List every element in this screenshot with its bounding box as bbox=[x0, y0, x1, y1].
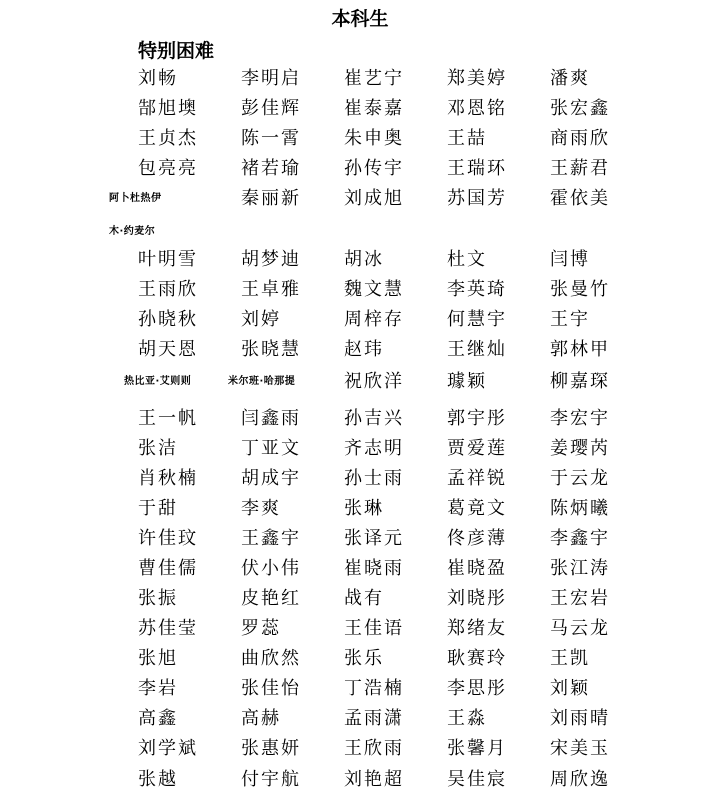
student-name: 张江涛 bbox=[550, 558, 610, 579]
student-name: 吴佳宸 bbox=[447, 769, 507, 790]
student-name: 王卓雅 bbox=[241, 279, 301, 300]
name-row bbox=[0, 338, 720, 368]
student-name: 彭佳辉 bbox=[241, 98, 301, 119]
name-row bbox=[0, 707, 720, 737]
student-name: 孟祥锐 bbox=[447, 468, 507, 489]
student-name: 王继灿 bbox=[447, 339, 507, 360]
student-name: 郭林甲 bbox=[550, 339, 610, 360]
student-name: 曲欣然 bbox=[241, 648, 301, 669]
student-name: 阿卜杜热伊 bbox=[109, 193, 162, 204]
student-name: 刘艳超 bbox=[344, 769, 404, 790]
name-row bbox=[0, 647, 720, 677]
student-name: 王喆 bbox=[447, 128, 487, 149]
student-name: 陈炳曦 bbox=[550, 498, 610, 519]
student-name: 李鑫宇 bbox=[550, 528, 610, 549]
student-name: 张越 bbox=[138, 769, 178, 790]
student-name: 苏佳莹 bbox=[138, 618, 198, 639]
name-row bbox=[0, 497, 720, 527]
student-name: 王欣雨 bbox=[344, 738, 404, 759]
student-name: 刘学斌 bbox=[138, 738, 198, 759]
student-name: 赵玮 bbox=[344, 339, 384, 360]
student-name: 刘成旭 bbox=[344, 188, 404, 209]
page-title: 本科生 bbox=[331, 8, 389, 30]
name-row bbox=[0, 677, 720, 707]
student-name: 张惠妍 bbox=[241, 738, 301, 759]
name-row bbox=[0, 437, 720, 467]
student-name: 张宏鑫 bbox=[550, 98, 610, 119]
student-name: 胡成宇 bbox=[241, 468, 301, 489]
name-row bbox=[0, 187, 720, 217]
name-row bbox=[0, 527, 720, 557]
student-name: 张晓慧 bbox=[241, 339, 301, 360]
name-row bbox=[0, 617, 720, 647]
name-row bbox=[0, 557, 720, 587]
student-name: 孙士雨 bbox=[344, 468, 404, 489]
student-name: 马云龙 bbox=[550, 618, 610, 639]
student-name: 周欣逸 bbox=[550, 769, 610, 790]
student-name: 张振 bbox=[138, 588, 178, 609]
student-name: 姜璎芮 bbox=[550, 438, 610, 459]
student-name: 李英琦 bbox=[447, 279, 507, 300]
name-row bbox=[0, 220, 720, 250]
student-name: 米尔班·哈那提 bbox=[228, 376, 296, 387]
student-name: 柳嘉琛 bbox=[550, 371, 610, 392]
student-name: 周梓存 bbox=[344, 309, 404, 330]
student-name: 李宏宇 bbox=[550, 408, 610, 429]
student-name: 闫鑫雨 bbox=[241, 408, 301, 429]
student-name: 付宇航 bbox=[241, 769, 301, 790]
student-name: 罗蕊 bbox=[241, 618, 281, 639]
student-name: 苏国芳 bbox=[447, 188, 507, 209]
student-name: 褚若瑜 bbox=[241, 158, 301, 179]
student-name: 郑绪友 bbox=[447, 618, 507, 639]
student-name: 包亮亮 bbox=[138, 158, 198, 179]
student-name: 王宏岩 bbox=[550, 588, 610, 609]
student-name: 邓恩铭 bbox=[447, 98, 507, 119]
name-row bbox=[0, 97, 720, 127]
student-name: 木·约麦尔 bbox=[109, 226, 156, 237]
student-name: 刘婷 bbox=[241, 309, 281, 330]
student-name: 郑美婷 bbox=[447, 68, 507, 89]
student-name: 王凯 bbox=[550, 648, 590, 669]
student-name: 璩颖 bbox=[447, 371, 487, 392]
student-name: 王一帆 bbox=[138, 408, 198, 429]
name-row bbox=[0, 768, 720, 798]
student-name: 刘颖 bbox=[550, 678, 590, 699]
section-title: 特别困难 bbox=[138, 40, 215, 62]
student-name: 王薪君 bbox=[550, 158, 610, 179]
student-name: 高鑫 bbox=[138, 708, 178, 729]
student-name: 胡冰 bbox=[344, 249, 384, 270]
student-name: 李爽 bbox=[241, 498, 281, 519]
student-name: 丁浩楠 bbox=[344, 678, 404, 699]
student-name: 孟雨潇 bbox=[344, 708, 404, 729]
student-name: 张曼竹 bbox=[550, 279, 610, 300]
student-name: 高赫 bbox=[241, 708, 281, 729]
student-name: 崔泰嘉 bbox=[344, 98, 404, 119]
student-name: 刘晓彤 bbox=[447, 588, 507, 609]
student-name: 张旭 bbox=[138, 648, 178, 669]
student-name: 曹佳儒 bbox=[138, 558, 198, 579]
name-row bbox=[0, 278, 720, 308]
name-row bbox=[0, 587, 720, 617]
student-name: 王雨欣 bbox=[138, 279, 198, 300]
student-name: 何慧宇 bbox=[447, 309, 507, 330]
student-name: 于云龙 bbox=[550, 468, 610, 489]
student-name: 于甜 bbox=[138, 498, 178, 519]
student-name: 霍依美 bbox=[550, 188, 610, 209]
student-name: 王宇 bbox=[550, 309, 590, 330]
name-row bbox=[0, 127, 720, 157]
student-name: 杜文 bbox=[447, 249, 487, 270]
student-name: 战有 bbox=[344, 588, 384, 609]
student-name: 孙传宇 bbox=[344, 158, 404, 179]
student-name: 魏文慧 bbox=[344, 279, 404, 300]
name-row bbox=[0, 308, 720, 338]
name-row bbox=[0, 67, 720, 97]
student-name: 王淼 bbox=[447, 708, 487, 729]
student-name: 郭宇彤 bbox=[447, 408, 507, 429]
student-name: 耿赛玲 bbox=[447, 648, 507, 669]
student-name: 许佳玟 bbox=[138, 528, 198, 549]
student-name: 商雨欣 bbox=[550, 128, 610, 149]
student-name: 祝欣洋 bbox=[344, 371, 404, 392]
name-row bbox=[0, 737, 720, 767]
student-name: 葛竟文 bbox=[447, 498, 507, 519]
student-name: 热比亚·艾则则 bbox=[124, 376, 192, 387]
name-row bbox=[0, 407, 720, 437]
student-name: 胡梦迪 bbox=[241, 249, 301, 270]
student-name: 王佳语 bbox=[344, 618, 404, 639]
student-name: 伏小伟 bbox=[241, 558, 301, 579]
student-name: 闫博 bbox=[550, 249, 590, 270]
student-name: 崔艺宁 bbox=[344, 68, 404, 89]
student-name: 齐志明 bbox=[344, 438, 404, 459]
student-name: 王贞杰 bbox=[138, 128, 198, 149]
student-name: 张馨月 bbox=[447, 738, 507, 759]
student-name: 秦丽新 bbox=[241, 188, 301, 209]
student-name: 李思彤 bbox=[447, 678, 507, 699]
student-name: 宋美玉 bbox=[550, 738, 610, 759]
student-name: 孙晓秋 bbox=[138, 309, 198, 330]
student-name: 王鑫宇 bbox=[241, 528, 301, 549]
student-name: 张佳怡 bbox=[241, 678, 301, 699]
student-name: 郜旭墺 bbox=[138, 98, 198, 119]
student-name: 张乐 bbox=[344, 648, 384, 669]
student-name: 叶明雪 bbox=[138, 249, 198, 270]
student-name: 佟彦薄 bbox=[447, 528, 507, 549]
student-name: 张洁 bbox=[138, 438, 178, 459]
student-name: 胡天恩 bbox=[138, 339, 198, 360]
student-name: 崔晓雨 bbox=[344, 558, 404, 579]
student-name: 刘畅 bbox=[138, 68, 178, 89]
student-name: 肖秋楠 bbox=[138, 468, 198, 489]
student-name: 潘爽 bbox=[550, 68, 590, 89]
name-row bbox=[0, 370, 720, 400]
student-name: 刘雨晴 bbox=[550, 708, 610, 729]
student-name: 李岩 bbox=[138, 678, 178, 699]
student-name: 张琳 bbox=[344, 498, 384, 519]
name-row bbox=[0, 157, 720, 187]
student-name: 张译元 bbox=[344, 528, 404, 549]
student-name: 朱申奥 bbox=[344, 128, 404, 149]
name-row bbox=[0, 467, 720, 497]
student-name: 丁亚文 bbox=[241, 438, 301, 459]
student-name: 陈一霄 bbox=[241, 128, 301, 149]
student-name: 孙吉兴 bbox=[344, 408, 404, 429]
student-name: 贾爱莲 bbox=[447, 438, 507, 459]
student-name: 王瑞环 bbox=[447, 158, 507, 179]
student-name: 皮艳红 bbox=[241, 588, 301, 609]
name-row bbox=[0, 248, 720, 278]
student-name: 崔晓盈 bbox=[447, 558, 507, 579]
student-name: 李明启 bbox=[241, 68, 301, 89]
